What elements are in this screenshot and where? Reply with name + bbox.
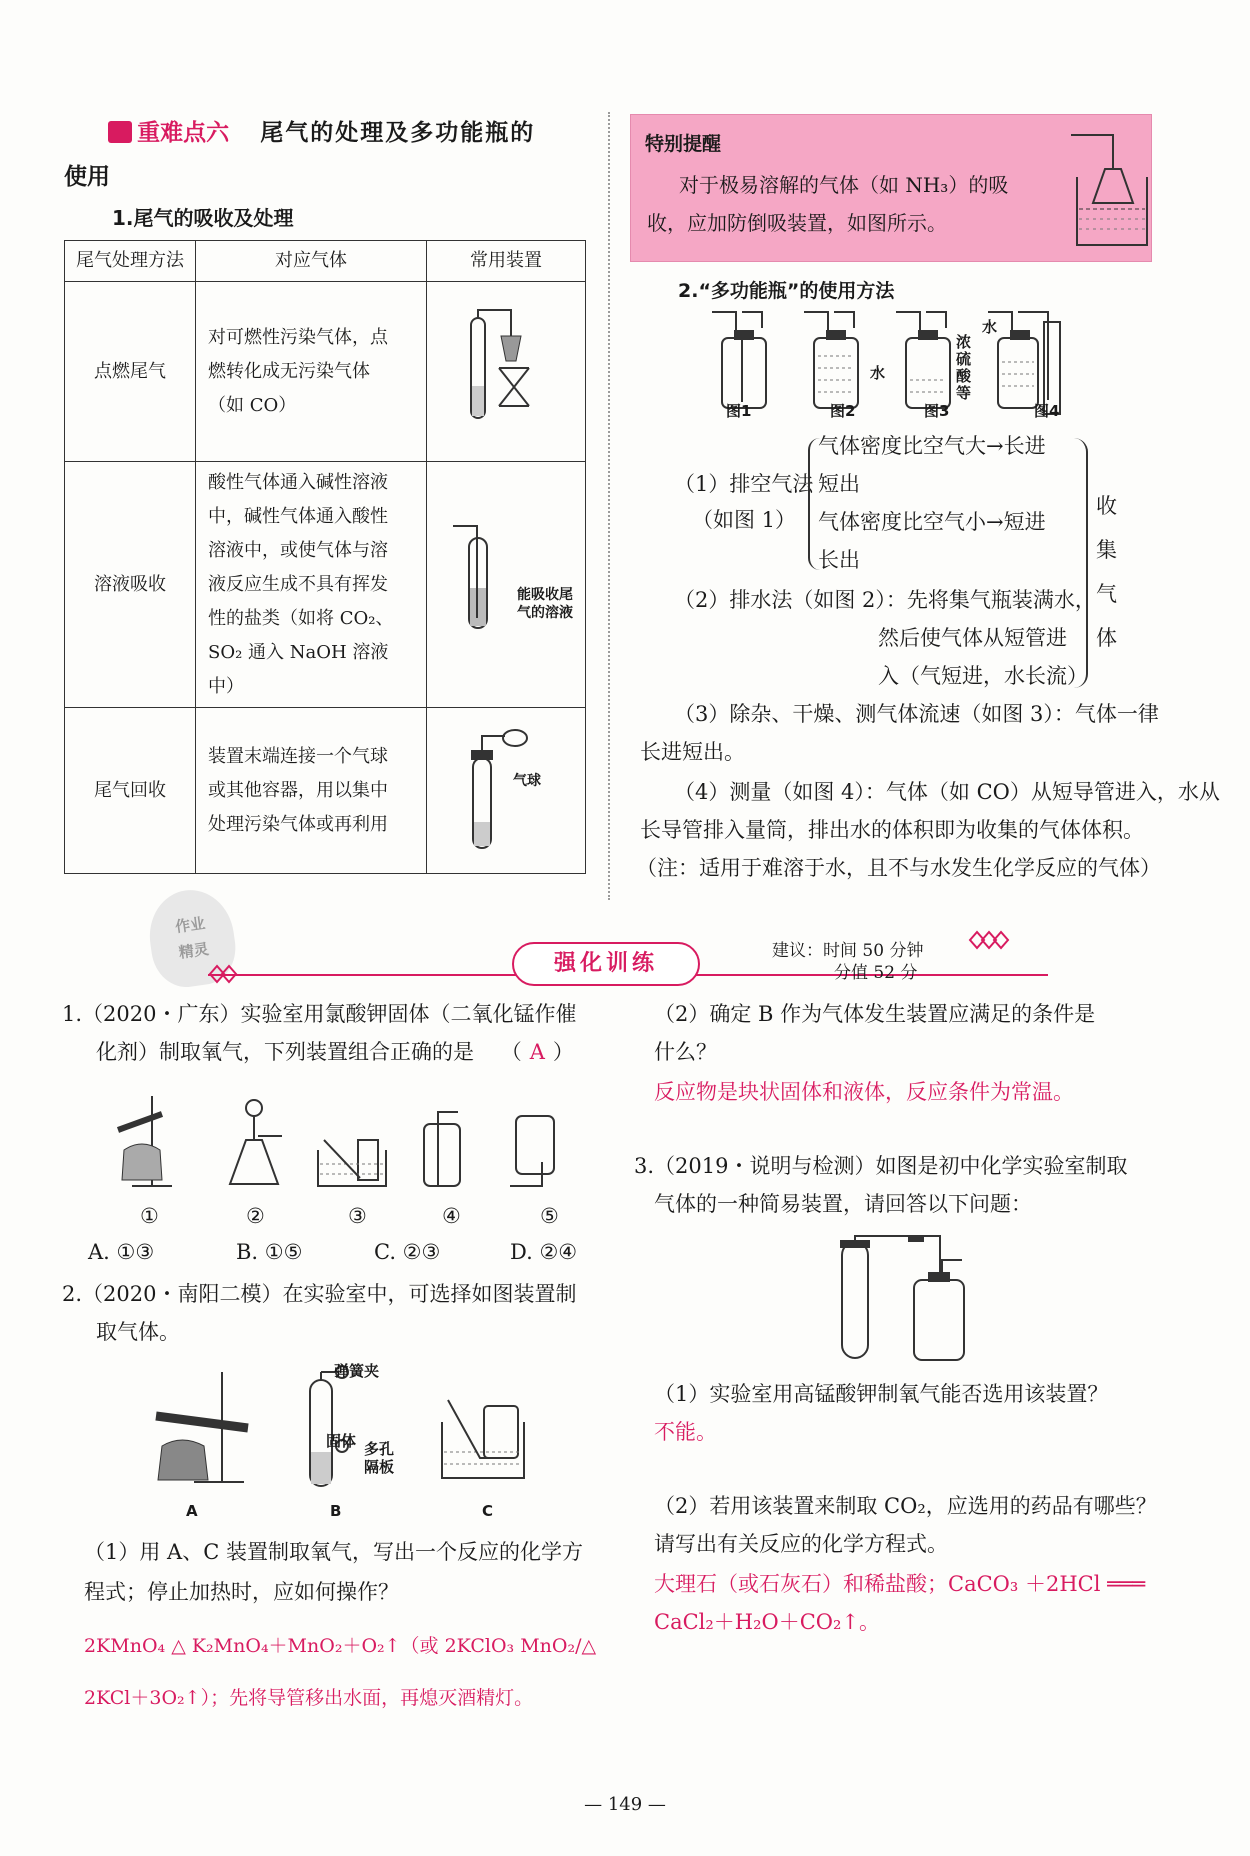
section-tag-icon [108, 121, 132, 143]
fig-note: 固体 [326, 1432, 357, 1450]
table-row [65, 282, 586, 462]
method-4-line: 长导管排入量筒，排出水的体积即为收集的气体体积。 [640, 818, 1144, 842]
fig-note-water: 水 [870, 364, 886, 382]
method-1-a2: 短出 [818, 472, 860, 496]
fig-label: 图4 [1034, 402, 1060, 420]
q2-sub1: （1）用 A、C 装置制取氧气，写出一个反应的化学方 [84, 1540, 583, 1564]
fig-label: 图2 [830, 402, 856, 420]
cell-line: 对可燃性污染气体，点 [208, 326, 388, 348]
u-generator-apparatus-icon [310, 1366, 348, 1486]
table-cell-gas [196, 282, 427, 462]
tip-title: 特别提醒 [645, 133, 722, 155]
q3-sub2: （2）若用该装置来制取 CO₂，应选用的药品有哪些？ [654, 1494, 1157, 1518]
banner-knot-right-icon [968, 928, 1016, 952]
fig-note [364, 1440, 394, 1476]
table-cell-method: 尾气回收 [65, 708, 196, 874]
cell-line: SO₂ 通入 NaOH 溶液 [208, 641, 389, 663]
cell-line: 或其他容器，用以集中 [208, 779, 388, 801]
fig-label: A [186, 1502, 198, 1520]
cell-line: 性的盐类（如将 CO₂、 [208, 607, 394, 629]
table-cell-device [427, 282, 586, 462]
fig-note-char: 等 [956, 384, 972, 402]
collect-char: 气 [1096, 582, 1117, 606]
q3-answer-1: 不能。 [654, 1420, 717, 1444]
section-title-cont: 使用 [64, 164, 110, 190]
inverted-bottle-icon [510, 1116, 554, 1186]
method-4-note: （注：适用于难溶于水，且不与水发生化学反应的气体） [636, 856, 1161, 880]
fig-label: 图1 [726, 402, 752, 420]
q1-option: D. ②④ [510, 1240, 578, 1264]
table-cell-method: 溶液吸收 [65, 462, 196, 708]
q1-option: B. ①⑤ [236, 1240, 303, 1264]
training-title: 强化训练 [553, 951, 658, 976]
device-label-line: 能吸收尾 [517, 587, 573, 603]
collect-char: 收 [1096, 494, 1117, 518]
method-2-line: 然后使气体从短管进 [878, 626, 1067, 650]
table-cell-method: 点燃尾气 [65, 282, 196, 462]
anti-suckback-beaker-icon [1069, 129, 1149, 249]
table-cell-gas [196, 708, 427, 874]
fig-note-acid [956, 334, 971, 402]
q1-paren: （ [500, 1040, 522, 1064]
cell-line: 溶液中，或使气体与溶 [208, 539, 388, 561]
table-cell-gas [196, 462, 427, 708]
fig-note-line: 多孔 [364, 1440, 395, 1458]
cell-line: 液反应生成不具有挥发 [208, 573, 388, 595]
q2-apparatus-figures [148, 1362, 568, 1492]
burner-apparatus-icon [461, 306, 551, 426]
q3-line: 3.（2019・说明与检测）如图是初中化学实验室制取 [634, 1154, 1128, 1178]
q1-option: C. ②③ [374, 1240, 441, 1264]
device-label-line: 气的溶液 [517, 605, 573, 621]
method-2-line: （2）排水法（如图 2）：先将集气瓶装满水， [674, 588, 1096, 612]
multi-bottle-title: 2.“多功能瓶”的使用方法 [678, 280, 895, 302]
fig-note-water-4: 水 [982, 318, 998, 336]
method-1-b1: 气体密度比空气小→短进 [818, 510, 1046, 534]
suggest-line: 建议：时间 50 分钟 [772, 941, 924, 961]
fig-num: ⑤ [540, 1204, 559, 1228]
fig-num: ② [246, 1204, 265, 1228]
banner-knot-left-icon [208, 962, 236, 986]
q1-answer: A [529, 1040, 545, 1064]
collect-trough-icon [442, 1400, 524, 1478]
bottle-fig-2-icon [804, 312, 858, 408]
table-header: 尾气处理方法 [65, 241, 196, 282]
q1-line: 1.（2020・广东）实验室用氯酸钾固体（二氧化锰作催 [62, 1002, 577, 1026]
q3-apparatus-icon [838, 1232, 968, 1362]
q3-sub2: 请写出有关反应的化学方程式。 [654, 1532, 948, 1556]
q2-line: 取气体。 [96, 1320, 180, 1344]
tip-line: 对于极易溶解的气体（如 NH₃）的吸 [679, 173, 1009, 197]
q3-answer-2: CaCl₂＋H₂O＋CO₂↑。 [654, 1610, 881, 1634]
q2-sub2: （2）确定 B 作为气体发生装置应满足的条件是 [654, 1002, 1096, 1026]
heating-tube-apparatus-icon [156, 1372, 248, 1482]
q3-line: 气体的一种简易装置，请回答以下问题： [654, 1192, 1032, 1216]
cell-line: 中） [208, 675, 244, 697]
exhaust-table [64, 240, 586, 874]
suggest-line: 分值 52 分 [834, 963, 918, 983]
q2-answer-2: 反应物是块状固体和液体，反应条件为常温。 [654, 1080, 1074, 1104]
column-divider [608, 112, 610, 900]
cell-line: （如 CO） [208, 394, 297, 416]
fig-num: ④ [442, 1204, 461, 1228]
fig-note-line: 隔板 [364, 1458, 395, 1476]
multi-bottle-figures [712, 310, 1072, 420]
fig-label: B [330, 1502, 342, 1520]
tip-box [630, 114, 1152, 262]
cell-line: 装置末端连接一个气球 [208, 745, 388, 767]
cell-line: 中，碱性气体通入酸性 [208, 505, 388, 527]
fig-label: 图3 [924, 402, 950, 420]
method-2-line: 入（气短进，水长流） [878, 664, 1088, 688]
cell-line: 处理污染气体或再利用 [208, 813, 388, 835]
q1-line [96, 1034, 574, 1071]
water-trough-icon [318, 1140, 386, 1186]
collect-gas-vertical [1096, 484, 1117, 660]
method-4-line: （4）测量（如图 4）：气体（如 CO）从短导管进入，水从 [674, 780, 1220, 804]
q2-sub1: 程式；停止加热时，应如何操作？ [84, 1580, 399, 1604]
section-tag: 重难点六 [137, 120, 230, 146]
page-number: — 149 — [584, 1794, 666, 1815]
q1-apparatus-figures [112, 1090, 582, 1200]
q1-paren: ） [552, 1040, 574, 1064]
collect-char: 集 [1096, 538, 1117, 562]
q3-answer-2: 大理石（或石灰石）和稀盐酸；CaCO₃ ＋2HCl ═══ [654, 1572, 1146, 1596]
training-suggest [772, 940, 923, 984]
fig-label: C [482, 1502, 494, 1520]
fig-note-char: 硫 [956, 350, 972, 368]
table-row [65, 462, 586, 708]
gas-bottle-long-tube-icon [424, 1112, 460, 1186]
table-header: 对应气体 [196, 241, 427, 282]
brace-right [1074, 438, 1088, 688]
stamp-text [144, 885, 237, 970]
stamp-line: 精灵 [177, 939, 210, 962]
test-tube-icon [451, 518, 511, 638]
q2-answer-1: 2KMnO₄ △ K₂MnO₄＋MnO₂＋O₂↑（或 2KClO₃ MnO₂/△ [84, 1635, 597, 1657]
method-3-line: （3）除杂、干燥、测气体流速（如图 3）：气体一律 [674, 702, 1159, 726]
fig-num: ① [140, 1204, 159, 1228]
table-cell-device [427, 708, 586, 874]
method-1-b2: 长出 [818, 548, 860, 572]
q3-sub1: （1）实验室用高锰酸钾制氧气能否选用该装置？ [654, 1382, 1109, 1406]
device-label: 气球 [513, 773, 541, 789]
fig-note-char: 浓 [956, 333, 972, 351]
fig-note-char: 酸 [956, 367, 972, 385]
q2-line: 2.（2020・南阳二模）在实验室中，可选择如图装置制 [62, 1282, 577, 1306]
table-row [65, 708, 586, 874]
q2-sub2: 什么？ [654, 1040, 717, 1064]
fig-note: 弹簧夹 [334, 1362, 380, 1380]
bottle-fig-4-icon [988, 312, 1060, 414]
q1-option: A. ①③ [88, 1240, 155, 1264]
cell-line: 燃转化成无污染气体 [208, 360, 370, 382]
collect-char: 体 [1096, 626, 1117, 650]
method-3-line: 长进短出。 [640, 740, 745, 764]
q2-answer-1: 2KCl＋3O₂↑）；先将导管移出水面，再熄灭酒精灯。 [84, 1687, 534, 1709]
table-cell-device [427, 462, 586, 708]
section-header [108, 114, 535, 147]
device-label [517, 586, 573, 622]
q1-stem: 化剂）制取氧气，下列装置组合正确的是 [96, 1040, 474, 1064]
table-header: 常用装置 [427, 241, 586, 282]
heating-apparatus-icon [118, 1096, 172, 1186]
method-1-sub: （如图 1） [692, 508, 797, 532]
cell-line: 酸性气体通入碱性溶液 [208, 471, 388, 493]
flask-apparatus-icon [230, 1100, 282, 1184]
sub-heading-1: 1.尾气的吸收及处理 [112, 206, 294, 230]
stamp-line: 作业 [174, 914, 207, 937]
bottle-fig-3-icon [896, 312, 950, 408]
method-1-label: （1）排空气法 [674, 472, 814, 496]
section-title: 尾气的处理及多功能瓶的 [260, 120, 536, 146]
training-banner [512, 942, 700, 986]
method-1-a1: 气体密度比空气大→长进 [818, 434, 1046, 458]
fig-num: ③ [348, 1204, 367, 1228]
bottle-fig-1-icon [712, 312, 766, 408]
table-header-row [65, 241, 586, 282]
tip-line: 收，应加防倒吸装置，如图所示。 [647, 211, 947, 235]
